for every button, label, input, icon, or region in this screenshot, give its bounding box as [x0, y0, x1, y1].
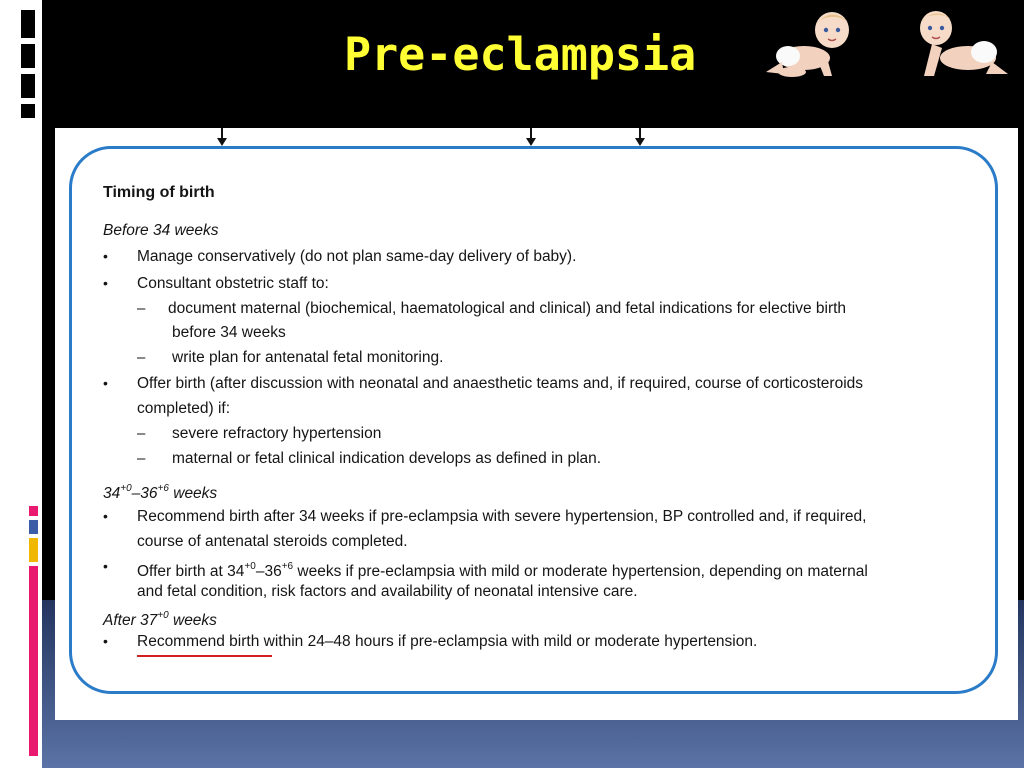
bullet: • [103, 508, 108, 524]
dash: – [137, 425, 146, 442]
list-item-continued: completed) if: [137, 400, 231, 417]
timing-of-birth-figure [55, 128, 1018, 720]
list-subitem: maternal or fetal clinical indication develops as defined in plan. [172, 450, 602, 467]
rail-bar [21, 44, 35, 68]
rail-bar [21, 104, 35, 118]
rail-bar [21, 74, 35, 98]
list-item: Manage conservatively (do not plan same-day delivery of baby). [137, 248, 577, 265]
baby-crawling-icon [912, 8, 1010, 80]
slide-title: Pre-eclampsia [344, 28, 697, 81]
bullet: • [103, 558, 108, 574]
list-item: Recommend birth within 24–48 hours if pre-eclampsia with mild or moderate hypertension. [137, 633, 758, 650]
rail-bar [21, 10, 35, 38]
list-item: Consultant obstetric staff to: [137, 275, 329, 292]
rail-mark-yellow [29, 538, 38, 562]
rail-mark-blue [29, 520, 38, 534]
list-subitem: severe refractory hypertension [172, 425, 382, 442]
red-underline-annotation [137, 655, 272, 657]
list-subitem: write plan for antenatal fetal monitoring. [172, 349, 444, 366]
list-subitem-continued: before 34 weeks [172, 324, 286, 341]
list-item: Offer birth at $34^{+0}-36^{+6}$ weeks if pre-eclampsia with mild or moderate hypertension, depending on maternal [137, 561, 868, 580]
dash: – [137, 300, 146, 317]
bullet: • [103, 375, 108, 391]
bullet: • [103, 248, 108, 264]
list-item-continued: course of antenatal steroids completed. [137, 533, 408, 550]
rail-mark-pink-long [29, 566, 38, 756]
figure-heading: Timing of birth [103, 184, 215, 201]
rail-mark-pink [29, 506, 38, 516]
list-item-continued: and fetal condition, risk factors and availability of neonatal intensive care. [137, 583, 638, 600]
list-subitem: document maternal (biochemical, haematological and clinical) and fetal indications for elective birth [168, 300, 847, 317]
section-label-before-34: Before 34 weeks [103, 222, 219, 239]
bullet: • [103, 633, 108, 649]
left-rail [0, 0, 42, 768]
section-label-34-36-weeks: $34^{+0}-36^{+6}$ weeks [103, 483, 218, 502]
list-item: Offer birth (after discussion with neonatal and anaesthetic teams and, if required, course of corticosteroids [137, 375, 864, 392]
bullet: • [103, 275, 108, 291]
list-item: Recommend birth after 34 weeks if pre-eclampsia with severe hypertension, BP controlled and, if required, [137, 508, 867, 525]
section-label-after-37: After $37^{+0}$ weeks [103, 610, 217, 629]
dash: – [137, 450, 146, 467]
baby-crawling-icon [762, 8, 860, 80]
dash: – [137, 349, 146, 366]
rail-decoration [21, 10, 35, 120]
